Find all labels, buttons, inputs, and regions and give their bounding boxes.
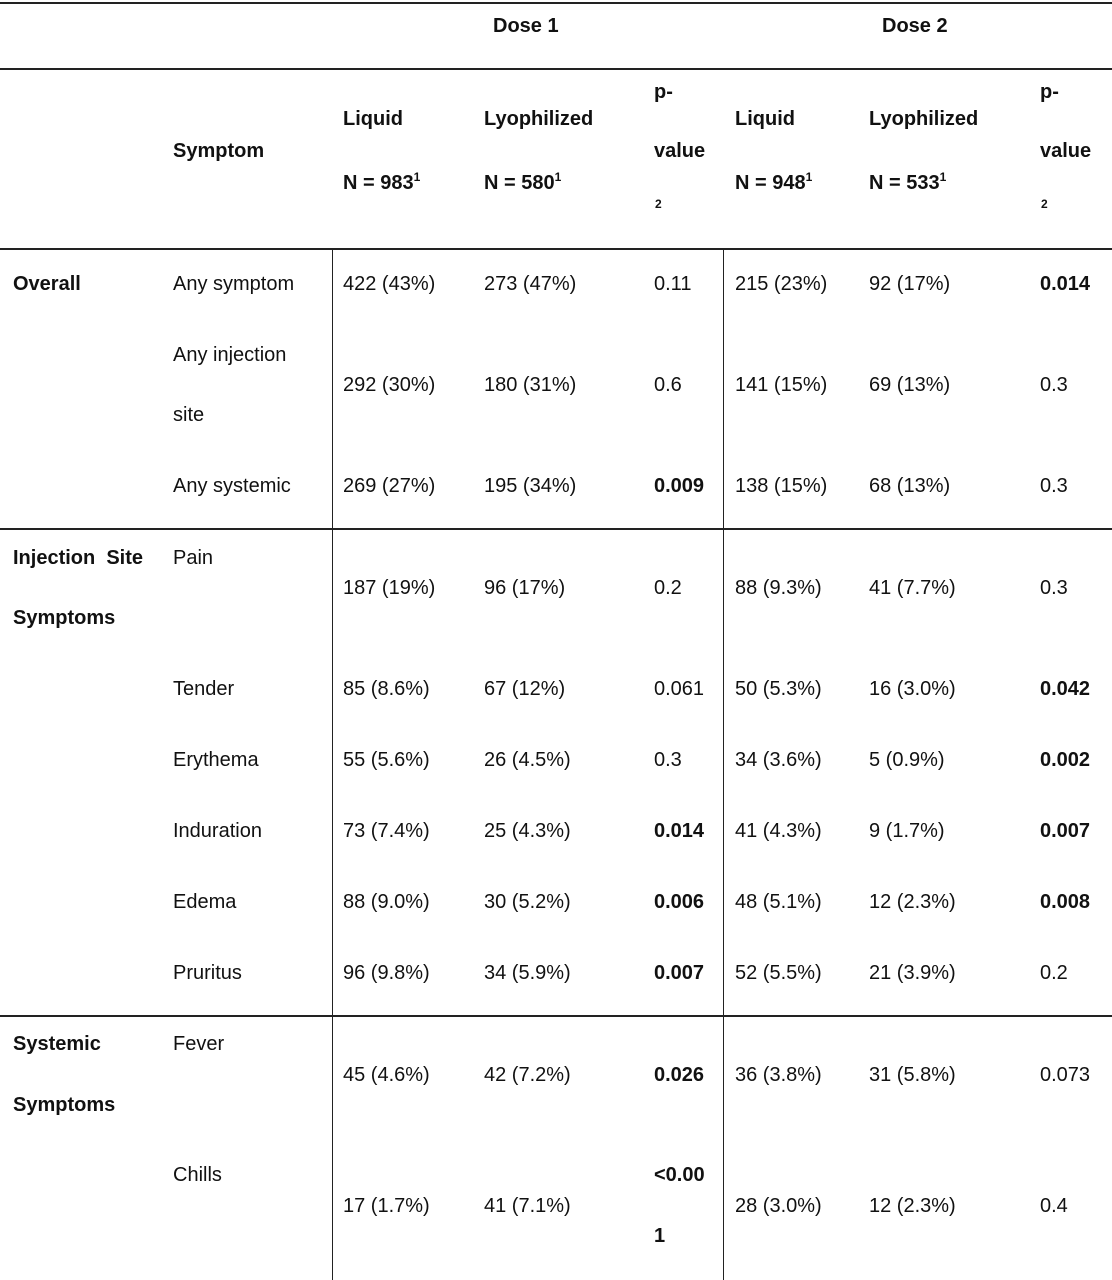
dose1-lyophilized-n: $N = 580^1$ — [484, 170, 562, 194]
table-cell: 28 (3.0%) — [735, 1195, 822, 1217]
table-cell: 34 (5.9%) — [484, 962, 571, 984]
dose2-liquid-n: $N = 948^1$ — [735, 170, 813, 194]
table-cell: 48 (5.1%) — [735, 891, 822, 913]
group-header-rule — [0, 68, 1112, 70]
table-cell: 68 (13%) — [869, 475, 951, 497]
dose1-group-header: Dose 1 — [493, 15, 559, 37]
table-cell: 88 (9.3%) — [735, 577, 822, 599]
table-row-symptom: Any symptom — [173, 273, 295, 295]
table-cell: 21 (3.9%) — [869, 962, 956, 984]
table-cell: 67 (12%) — [484, 678, 566, 700]
table-row-symptom: Pain — [173, 547, 214, 569]
table-cell-pvalue-significant: 0.002 — [1040, 749, 1091, 771]
table-cell-pvalue: 0.2 — [1040, 962, 1068, 984]
table-cell: 41 (7.7%) — [869, 577, 956, 599]
table-cell-pvalue-significant: 0.026 — [654, 1064, 705, 1086]
symptom-column-header: Symptom — [173, 140, 265, 162]
overall-section-rule — [0, 528, 1112, 530]
dose1-liquid-n: $N = 983^1$ — [343, 170, 421, 194]
table-cell: 69 (13%) — [869, 374, 951, 396]
table-cell-pvalue-significant: 0.009 — [654, 475, 705, 497]
n-footnote-mark: 1 — [805, 170, 813, 184]
table-cell: 422 (43%) — [343, 273, 436, 295]
table-cell: 31 (5.8%) — [869, 1064, 956, 1086]
dose1-pvalue-header-line1: p- — [654, 81, 673, 103]
n-footnote-mark: 1 — [939, 170, 947, 184]
table-row-symptom: Any systemic — [173, 475, 291, 497]
table-cell-pvalue: 0.4 — [1040, 1195, 1068, 1217]
table-cell-pvalue: 0.11 — [654, 273, 692, 295]
table-cell-pvalue-significant: 0.008 — [1040, 891, 1091, 913]
table-cell: 34 (3.6%) — [735, 749, 822, 771]
column-header-rule — [0, 248, 1112, 250]
table-cell: 292 (30%) — [343, 374, 436, 396]
dose1-liquid-header: Liquid — [343, 108, 403, 130]
dose1-lyophilized-header: Lyophilized — [484, 108, 594, 130]
table-row-symptom: Induration — [173, 820, 262, 842]
table-cell: 9 (1.7%) — [869, 820, 945, 842]
table-cell-pvalue: 0.2 — [654, 577, 682, 599]
table-cell-pvalue: 0.3 — [1040, 577, 1068, 599]
table-cell: 96 (17%) — [484, 577, 566, 599]
table-cell-pvalue: 0.3 — [654, 749, 682, 771]
dose1-pvalue-header-line2: value — [654, 140, 706, 162]
dose2-pvalue-footnote-mark: 2 — [1041, 197, 1048, 211]
table-cell: 138 (15%) — [735, 475, 828, 497]
table-row-symptom-cont: site — [173, 404, 205, 426]
table-row-symptom: Any injection — [173, 344, 287, 366]
table-cell: 16 (3.0%) — [869, 678, 956, 700]
table-cell-pvalue-significant-cont: 1 — [654, 1225, 666, 1247]
table-cell-pvalue-significant: <0.00 — [654, 1164, 705, 1186]
table-cell: 30 (5.2%) — [484, 891, 571, 913]
table-cell-pvalue: 0.3 — [1040, 475, 1068, 497]
table-cell: 41 (4.3%) — [735, 820, 822, 842]
n-footnote-mark: 1 — [413, 170, 421, 184]
table-cell-pvalue-significant: 0.014 — [1040, 273, 1091, 295]
table-cell: 187 (19%) — [343, 577, 436, 599]
dose2-lyophilized-header: Lyophilized — [869, 108, 979, 130]
table-row-symptom: Fever — [173, 1033, 225, 1055]
table-cell: 269 (27%) — [343, 475, 436, 497]
section-label-injection-site-cont: Symptoms — [13, 607, 116, 629]
dose2-pvalue-header-line2: value — [1040, 140, 1092, 162]
table-cell: 26 (4.5%) — [484, 749, 571, 771]
table-cell: 52 (5.5%) — [735, 962, 822, 984]
section-label-overall: Overall — [13, 273, 81, 295]
dose1-pvalue-footnote-mark: 2 — [655, 197, 662, 211]
table-cell-pvalue-significant: 0.042 — [1040, 678, 1091, 700]
table-cell: 273 (47%) — [484, 273, 577, 295]
table-cell: 85 (8.6%) — [343, 678, 430, 700]
table-cell-pvalue: 0.073 — [1040, 1064, 1091, 1086]
table-cell-pvalue-significant: 0.014 — [654, 820, 705, 842]
table-cell: 17 (1.7%) — [343, 1195, 430, 1217]
dose2-group-header: Dose 2 — [882, 15, 948, 37]
table-cell: 12 (2.3%) — [869, 1195, 956, 1217]
table-cell: 36 (3.8%) — [735, 1064, 822, 1086]
table-cell-pvalue-significant: 0.007 — [654, 962, 705, 984]
table-cell: 5 (0.9%) — [869, 749, 945, 771]
table-cell: 55 (5.6%) — [343, 749, 430, 771]
table-cell: 215 (23%) — [735, 273, 828, 295]
table-cell: 45 (4.6%) — [343, 1064, 430, 1086]
table-cell-pvalue: 0.3 — [1040, 374, 1068, 396]
table-cell: 73 (7.4%) — [343, 820, 430, 842]
table-top-rule — [0, 2, 1112, 4]
table-cell: 180 (31%) — [484, 374, 577, 396]
table-cell: 12 (2.3%) — [869, 891, 956, 913]
table-cell: 96 (9.8%) — [343, 962, 430, 984]
table-row-symptom: Pruritus — [173, 962, 242, 984]
table-cell: 92 (17%) — [869, 273, 951, 295]
n-footnote-mark: 1 — [554, 170, 562, 184]
table-cell: 195 (34%) — [484, 475, 577, 497]
injection-section-rule — [0, 1015, 1112, 1017]
table-row-symptom: Chills — [173, 1164, 222, 1186]
dose1-left-rule — [332, 250, 333, 1280]
dose2-liquid-header: Liquid — [735, 108, 795, 130]
table-cell-pvalue-significant: 0.006 — [654, 891, 705, 913]
dose2-pvalue-header-line1: p- — [1040, 81, 1059, 103]
table-row-symptom: Tender — [173, 678, 235, 700]
table-cell: 141 (15%) — [735, 374, 828, 396]
table-row-symptom: Edema — [173, 891, 237, 913]
dose2-left-rule — [723, 250, 724, 1280]
table-cell-pvalue: 0.061 — [654, 678, 705, 700]
table-cell: 50 (5.3%) — [735, 678, 822, 700]
table-row-symptom: Erythema — [173, 749, 259, 771]
section-label-injection-site: Injection Site — [13, 547, 144, 569]
dose2-lyophilized-n: $N = 533^1$ — [869, 170, 947, 194]
table-cell: 42 (7.2%) — [484, 1064, 571, 1086]
section-label-systemic: Systemic — [13, 1033, 101, 1055]
table-cell-pvalue: 0.6 — [654, 374, 682, 396]
table-cell: 88 (9.0%) — [343, 891, 430, 913]
table-cell-pvalue-significant: 0.007 — [1040, 820, 1091, 842]
table-cell: 25 (4.3%) — [484, 820, 571, 842]
table-cell: 41 (7.1%) — [484, 1195, 571, 1217]
section-label-systemic-cont: Symptoms — [13, 1094, 116, 1116]
